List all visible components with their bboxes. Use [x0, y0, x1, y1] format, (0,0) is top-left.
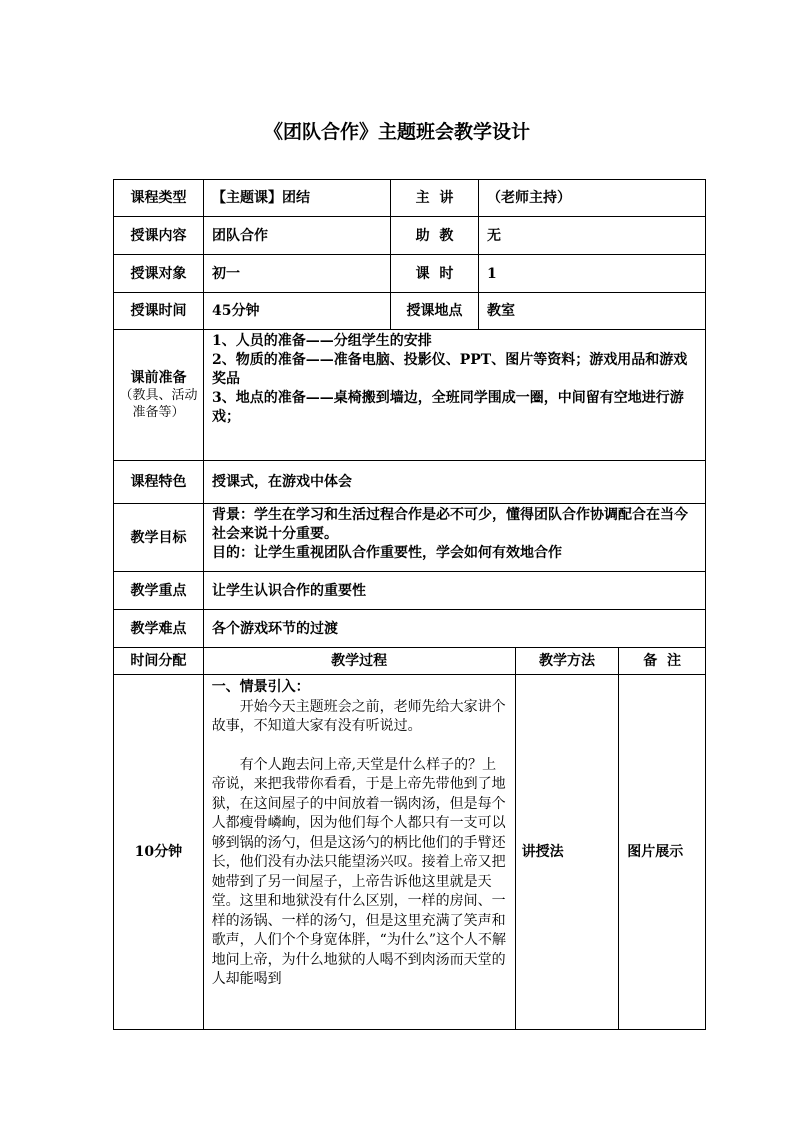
- label-audience: 授课对象: [114, 255, 204, 292]
- label-lecturer: 主 讲: [391, 180, 479, 216]
- prep-line-1: 1、人员的准备——分组学生的安排: [212, 333, 432, 349]
- label-time: 授课时间: [114, 293, 204, 329]
- prep-line-3: 3、地点的准备——桌椅搬到墙边，全班同学围成一圈，中间留有空地进行游戏；: [212, 390, 684, 425]
- value-feature: 授课式，在游戏中体会: [212, 474, 352, 490]
- table-header-row: [114, 648, 705, 675]
- value-difficulty: 各个游戏环节的过渡: [212, 620, 338, 637]
- label-assistant: 助 教: [391, 217, 479, 254]
- label-location: 授课地点: [391, 293, 479, 329]
- table-row-time: [114, 293, 705, 330]
- goal-line-2: 目的：让学生重视团队合作重要性，学会如何有效地合作: [212, 545, 562, 561]
- header-method: 教学方法: [516, 648, 620, 674]
- section-time: 10分钟: [114, 675, 204, 1029]
- value-time: 45分钟: [204, 293, 391, 329]
- table-row-feature: [114, 461, 705, 504]
- table-row-focus: [114, 572, 705, 610]
- section-note: 图片展示: [627, 844, 684, 860]
- table-row-content: [114, 217, 705, 255]
- value-course-type: 【主题课】团结: [204, 180, 391, 216]
- prep-line-2: 2、物质的准备——准备电脑、投影仪、PPT、图片等资料；游戏用品和游戏奖品: [212, 352, 688, 387]
- value-assistant: 无: [487, 227, 501, 244]
- value-focus: 让学生认识合作的重要性: [212, 582, 366, 599]
- section-method: 讲授法: [516, 675, 620, 1029]
- table-row-section-1: [114, 675, 705, 1029]
- section-para-1: 开始今天主题班会之前，老师先给大家讲个故事，不知道大家有没有听说过。: [211, 698, 506, 734]
- header-time: 时间分配: [114, 648, 204, 674]
- value-location: 教室: [487, 303, 515, 319]
- value-prep: [204, 330, 705, 460]
- label-goal: 教学目标: [114, 504, 204, 571]
- label-content: 授课内容: [114, 217, 204, 254]
- section-process: [204, 675, 516, 1029]
- label-prep-cell: [114, 330, 204, 460]
- label-course-type: 课程类型: [114, 180, 204, 216]
- label-focus: 教学重点: [114, 572, 204, 609]
- section-heading: 一、情景引入：: [211, 679, 310, 695]
- table-row-prep: [114, 330, 705, 461]
- value-hours: 1: [487, 265, 497, 282]
- table-row-audience: [114, 255, 705, 293]
- label-hours: 课 时: [391, 255, 479, 292]
- value-audience: 初一: [204, 255, 391, 292]
- section-para-2: 有个人跑去问上帝,天堂是什么样子的？上帝说，来把我带你看看，于是上帝先带他到了地狱，在这间屋子的中间放着一锅肉汤，但是每个人都瘦骨嶙峋，因为他们每个人都只有一支可以够到锅的汤勺，但是这汤勺的柄比他们的手臂还长，他们没有办法只能望汤兴叹。接着上帝又把她带到了另一间屋子，上帝告诉他这里就是天堂。这里和地狱没有什么区别，一样的房间、一样的汤锅、一样的汤勺，但是这里充满了笑声和歌声，人们个个身宽体胖，“为什么”这个人不解地问上帝，为什么地狱的人喝不到肉汤而天堂的人却能喝到: [211, 756, 507, 987]
- table-row-course-type: [114, 180, 705, 217]
- value-goal: [204, 504, 705, 571]
- label-feature: 课程特色: [114, 461, 204, 503]
- header-process: 教学过程: [204, 648, 516, 674]
- value-lecturer: （老师主持）: [487, 190, 571, 206]
- page-title: 《团队合作》主题班会教学设计: [263, 121, 530, 143]
- label-prep: 课前准备: [130, 370, 187, 386]
- goal-line-1: 背景：学生在学习和生活过程合作是必不可少，懂得团队合作协调配合在当今社会来说十分重要。: [212, 507, 688, 542]
- lesson-plan-table: [113, 179, 706, 1030]
- header-note: 备 注: [643, 653, 682, 669]
- label-difficulty: 教学难点: [114, 610, 204, 647]
- table-row-goal: [114, 504, 705, 572]
- value-content: 团队合作: [204, 217, 391, 254]
- label-prep-sub: （教具、活动准备等）: [119, 388, 198, 420]
- table-row-difficulty: [114, 610, 705, 648]
